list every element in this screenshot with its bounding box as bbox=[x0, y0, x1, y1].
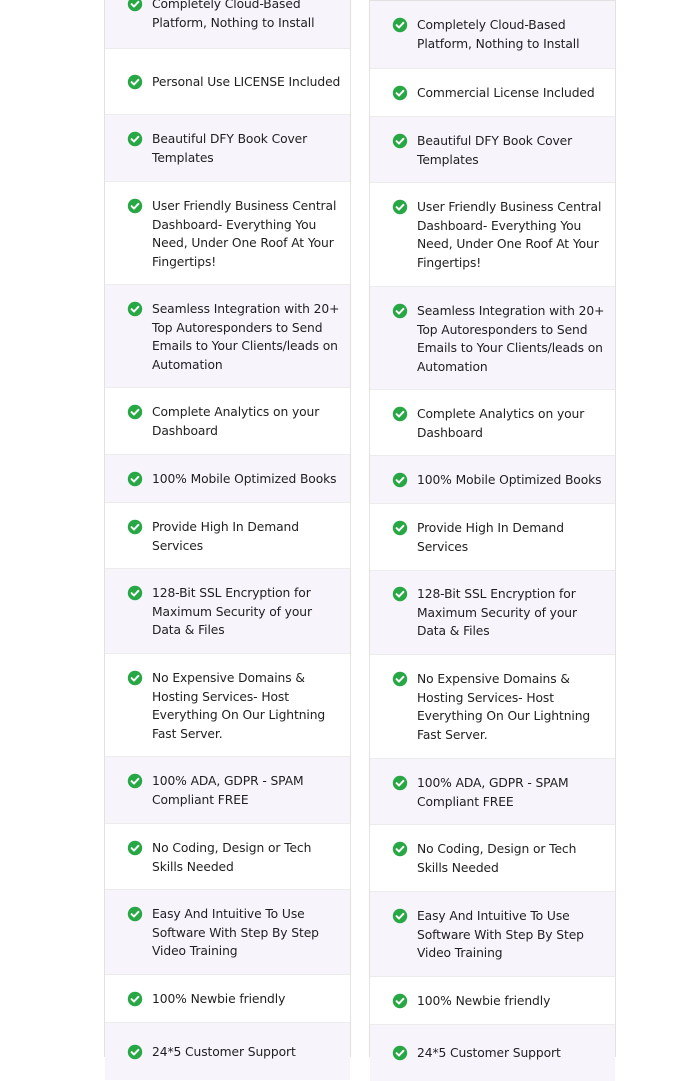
feature-label: 100% Newbie friendly bbox=[152, 992, 286, 1006]
check-circle-icon bbox=[392, 303, 408, 319]
feature-label: 100% ADA, GDPR - SPAM Compliant FREE bbox=[152, 774, 304, 807]
feature-label: 24*5 Customer Support bbox=[417, 1046, 561, 1060]
feature-label: Personal Use LICENSE Included bbox=[152, 75, 341, 89]
feature-label: Beautiful DFY Book Cover Templates bbox=[417, 134, 573, 167]
check-circle-icon bbox=[392, 841, 408, 857]
check-circle-icon bbox=[392, 586, 408, 602]
feature-label: 100% Newbie friendly bbox=[417, 994, 551, 1008]
check-circle-icon bbox=[392, 17, 408, 33]
feature-label: User Friendly Business Central Dashboard- Everything You Need, Under One Roof At Your Fingertips! bbox=[417, 200, 602, 270]
feature-label: Seamless Integration with 20+ Top Autoresponders to Send Emails to Your Clients/leads on Automation bbox=[152, 302, 340, 372]
check-circle-icon bbox=[127, 131, 143, 147]
check-circle-icon bbox=[392, 85, 408, 101]
check-circle-icon bbox=[127, 404, 143, 420]
feature-row bbox=[105, 387, 350, 454]
feature-label: No Expensive Domains & Hosting Services- Host Everything On Our Lightning Fast Server. bbox=[417, 672, 591, 742]
feature-label: No Coding, Design or Tech Skills Needed bbox=[152, 841, 312, 874]
check-circle-icon bbox=[392, 406, 408, 422]
check-circle-icon bbox=[392, 1045, 408, 1061]
feature-row bbox=[105, 48, 350, 114]
feature-label: Beautiful DFY Book Cover Templates bbox=[152, 132, 308, 165]
feature-row bbox=[105, 823, 350, 889]
feature-row bbox=[105, 114, 350, 181]
check-circle-icon bbox=[127, 773, 143, 789]
check-circle-icon bbox=[127, 0, 143, 12]
feature-row bbox=[105, 974, 350, 1022]
feature-label: User Friendly Business Central Dashboard- Everything You Need, Under One Roof At Your Fingertips! bbox=[152, 199, 337, 269]
feature-label: 100% Mobile Optimized Books bbox=[152, 472, 337, 486]
check-circle-icon bbox=[392, 133, 408, 149]
feature-row bbox=[370, 824, 615, 891]
check-circle-icon bbox=[392, 199, 408, 215]
check-circle-icon bbox=[127, 301, 143, 317]
check-circle-icon bbox=[127, 840, 143, 856]
feature-row bbox=[370, 68, 615, 116]
check-circle-icon bbox=[127, 471, 143, 487]
feature-row bbox=[105, 502, 350, 568]
feature-label: 100% ADA, GDPR - SPAM Compliant FREE bbox=[417, 776, 569, 809]
feature-row bbox=[105, 568, 350, 653]
feature-row bbox=[105, 1022, 350, 1080]
feature-label: 100% Mobile Optimized Books bbox=[417, 473, 602, 487]
check-circle-icon bbox=[392, 993, 408, 1009]
plan-card-commercial bbox=[369, 0, 616, 1060]
check-circle-icon bbox=[392, 520, 408, 536]
feature-label: Complete Analytics on your Dashboard bbox=[417, 407, 585, 440]
feature-label: Easy And Intuitive To Use Software With Step By Step Video Training bbox=[417, 909, 584, 960]
feature-label: No Coding, Design or Tech Skills Needed bbox=[417, 842, 577, 875]
plan-card-personal bbox=[104, 0, 351, 1057]
feature-row bbox=[370, 182, 615, 286]
feature-label: 128-Bit SSL Encryption for Maximum Security of your Data & Files bbox=[152, 586, 312, 637]
feature-label: Completely Cloud-Based Platform, Nothing to Install bbox=[417, 18, 580, 51]
check-circle-icon bbox=[127, 519, 143, 535]
check-circle-icon bbox=[392, 908, 408, 924]
feature-label: Easy And Intuitive To Use Software With Step By Step Video Training bbox=[152, 907, 319, 958]
feature-row bbox=[370, 976, 615, 1024]
check-circle-icon bbox=[127, 585, 143, 601]
check-circle-icon bbox=[127, 670, 143, 686]
feature-label: Provide High In Demand Services bbox=[152, 520, 299, 553]
feature-row bbox=[370, 286, 615, 389]
feature-label: Commercial License Included bbox=[417, 86, 595, 100]
feature-label: 128-Bit SSL Encryption for Maximum Security of your Data & Files bbox=[417, 587, 577, 638]
feature-row bbox=[105, 756, 350, 823]
feature-label: No Expensive Domains & Hosting Services- Host Everything On Our Lightning Fast Server. bbox=[152, 671, 326, 741]
check-circle-icon bbox=[127, 74, 143, 90]
check-circle-icon bbox=[127, 198, 143, 214]
feature-row bbox=[370, 503, 615, 570]
feature-row bbox=[370, 570, 615, 654]
feature-label: 24*5 Customer Support bbox=[152, 1045, 296, 1059]
feature-label: Complete Analytics on your Dashboard bbox=[152, 405, 320, 438]
check-circle-icon bbox=[392, 472, 408, 488]
feature-row bbox=[105, 181, 350, 284]
feature-label: Provide High In Demand Services bbox=[417, 521, 564, 554]
check-circle-icon bbox=[392, 671, 408, 687]
feature-row bbox=[370, 654, 615, 758]
feature-row bbox=[370, 1, 615, 68]
feature-row bbox=[105, 284, 350, 387]
feature-row bbox=[105, 0, 350, 48]
check-circle-icon bbox=[127, 1044, 143, 1060]
check-circle-icon bbox=[127, 906, 143, 922]
feature-row bbox=[370, 389, 615, 455]
feature-row bbox=[370, 116, 615, 182]
feature-row bbox=[105, 454, 350, 502]
check-circle-icon bbox=[127, 991, 143, 1007]
feature-row bbox=[370, 1024, 615, 1081]
feature-row bbox=[370, 891, 615, 976]
check-circle-icon bbox=[392, 775, 408, 791]
feature-row bbox=[370, 455, 615, 503]
feature-row bbox=[370, 758, 615, 824]
feature-label: Seamless Integration with 20+ Top Autoresponders to Send Emails to Your Clients/leads on Automation bbox=[417, 304, 605, 374]
feature-row bbox=[105, 889, 350, 974]
feature-label: Completely Cloud-Based Platform, Nothing to Install bbox=[152, 0, 315, 30]
feature-row bbox=[105, 653, 350, 756]
